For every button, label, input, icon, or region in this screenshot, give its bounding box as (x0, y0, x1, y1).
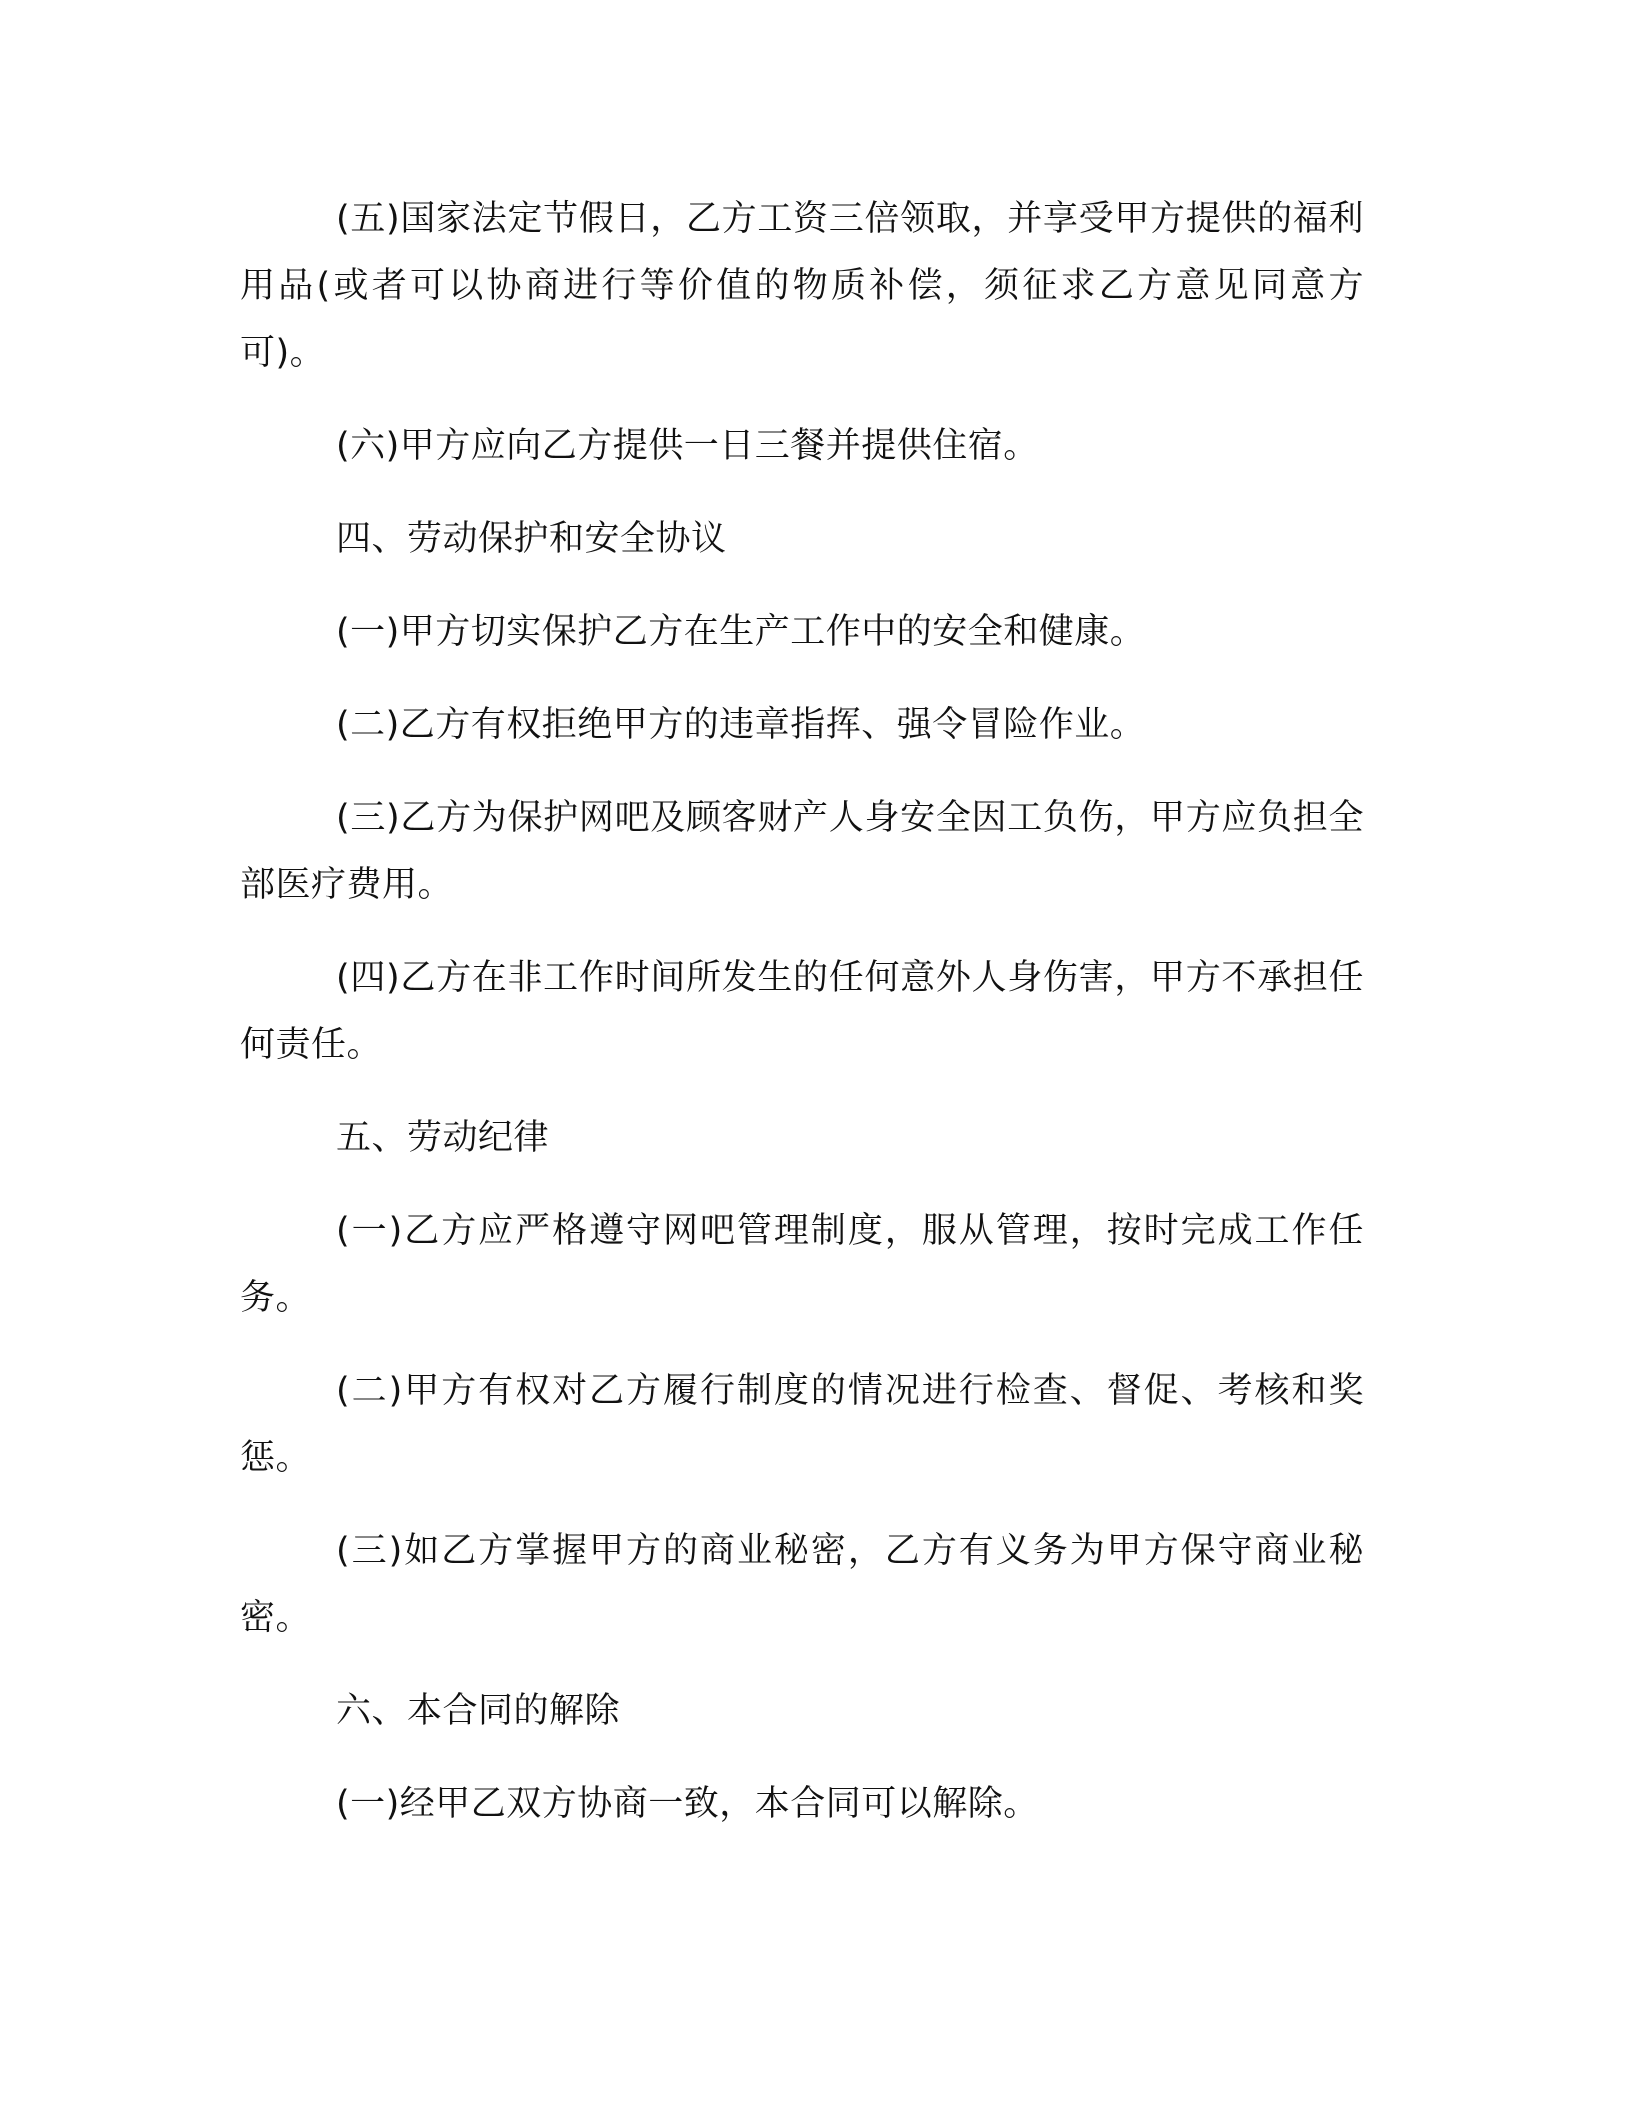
section-4-clause-2: (二)乙方有权拒绝甲方的违章指挥、强令冒险作业。 (336, 705, 1146, 745)
section-4-clause-1: (一)甲方切实保护乙方在生产工作中的安全和健康。 (336, 612, 1146, 652)
section-4-clause-4: (四)乙方在非工作时间所发生的任何意外人身伤害，甲方不承担任何责任。 (240, 958, 1364, 1065)
section-6-clause-1: (一)经甲乙双方协商一致，本合同可以解除。 (336, 1784, 1039, 1824)
section-5-clause-2: (二)甲方有权对乙方履行制度的情况进行检查、督促、考核和奖惩。 (240, 1371, 1364, 1478)
section-heading-4: 四、劳动保护和安全协议 (336, 519, 727, 559)
section-heading-6: 六、本合同的解除 (336, 1691, 621, 1731)
section-5-clause-3: (三)如乙方掌握甲方的商业秘密，乙方有义务为甲方保守商业秘密。 (240, 1531, 1364, 1638)
clause-6-meals-lodging: (六)甲方应向乙方提供一日三餐并提供住宿。 (336, 426, 1039, 466)
clause-5-holiday-pay: (五)国家法定节假日，乙方工资三倍领取，并享受甲方提供的福利用品(或者可以协商进行等价值的物质补偿，须征求乙方意见同意方可)。 (240, 199, 1364, 373)
section-heading-5: 五、劳动纪律 (336, 1118, 550, 1158)
section-5-clause-1: (一)乙方应严格遵守网吧管理制度，服从管理，按时完成工作任务。 (240, 1211, 1364, 1318)
document-page (240, 186, 1364, 1864)
section-4-clause-3: (三)乙方为保护网吧及顾客财产人身安全因工负伤，甲方应负担全部医疗费用。 (240, 798, 1364, 905)
